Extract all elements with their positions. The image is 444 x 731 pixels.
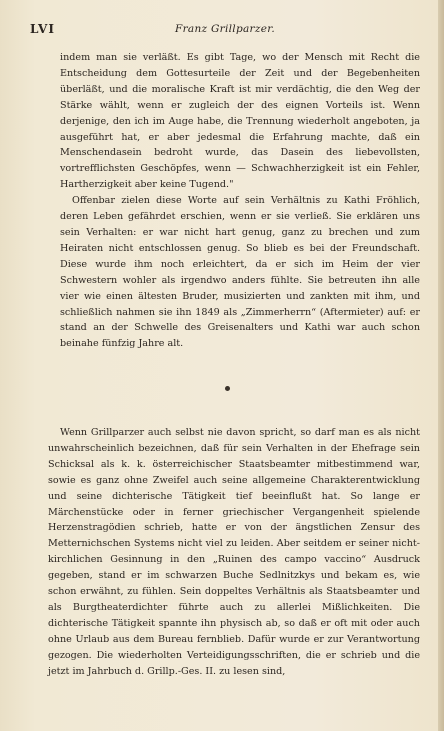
page-header	[30, 22, 420, 40]
paragraph: indem man sie verläßt. Es gibt Tage, wo der Mensch mit Recht die Entscheidung dem Gottesurteile der Zeit und der Begebenheiten überläßt, und die moralische Kraft ist mir verdächtig, die den Weg der Stärke wählt, wenn er zugleich der des eignen Vorteils ist. Wenn derjenige, den ich im Auge habe, die Trennung wiederholt angeboten, ja ausgeführt hat, er aber jedesmal die Erfahrung machte, daß ein Menschendasein bedroht wurde, das Dasein des liebevollsten, vortrefflichsten Geschöpfes, wenn — Schwachherzigkeit ist ein Fehler, Hartherzigkeit aber keine Tugend."	[60, 52, 420, 191]
page-number: LVI	[30, 22, 55, 36]
text-section-1	[60, 50, 420, 352]
page-edge	[438, 0, 444, 731]
section-separator-dot	[225, 386, 230, 391]
paragraph: Offenbar zielen diese Worte auf sein Verhältnis zu Kathi Fröhlich, deren Leben gefährdet erschien, wenn er sie verließ. Sie erklären uns sein Verhalten: er war nicht hart genug, ganz zu brechen und zum Heiraten nicht entschlossen genug. So blieb es bei der Freundschaft. Diese wurde ihm noch erleichtert, da er sich im Heim der vier Schwestern wohler als irgendwo anders fühlte. Sie betreuten ihn alle vier wie einen ältesten Bruder, musizierten und zankten mit ihm, und schließlich nahmen sie ihn 1849 als „Zimmerherrn“ (Aftermieter) auf: er stand an der Schwelle des Greisenalters und Kathi war auch schon beinahe fünfzig Jahre alt.	[60, 195, 420, 350]
running-title: Franz Grillparzer.	[174, 23, 276, 35]
paragraph: Wenn Grillparzer auch selbst nie davon spricht, so darf man es als nicht unwahrscheinlich bezeichnen, daß für sein Verhalten in der Ehefrage sein Schicksal als k. k. österreichischer Staatsbeamter mitbestimmend war, sowie es ganz ohne Zweifel auch seine allgemeine Charakterentwicklung und seine dichterische Tätigkeit tief beeinflußt hat. So lange er Märchenstücke oder in ferner griechischer Vergangenheit spielende Herzenstragödien schrieb, hatte er von der ängstlichen Zensur des Metternichschen Systems nicht viel zu leiden. Aber seitdem er seiner nicht-kirchlichen Gesinnung in den „Ruinen des campo vaccino“ Ausdruck gegeben, stand er im schwarzen Buche Sedlnitzkys und bekam es, wie schon erwähnt, zu fühlen. Sein doppeltes Verhältnis als Staatsbeamter und als Burgtheaterdichter führte auch zu allerlei Mißlichkeiten. Die dichterische Tätigkeit spannte ihn physisch ab, so daß er oft mit oder auch ohne Urlaub aus dem Bureau fernblieb. Dafür wurde er zur Verantwortung gezogen. Die wiederholten Verteidigungsschriften, die er schrieb und die jetzt im Jahrbuch d. Grillp.-Ges. II. zu lesen sind,	[48, 427, 420, 677]
text-section-2	[48, 425, 420, 680]
